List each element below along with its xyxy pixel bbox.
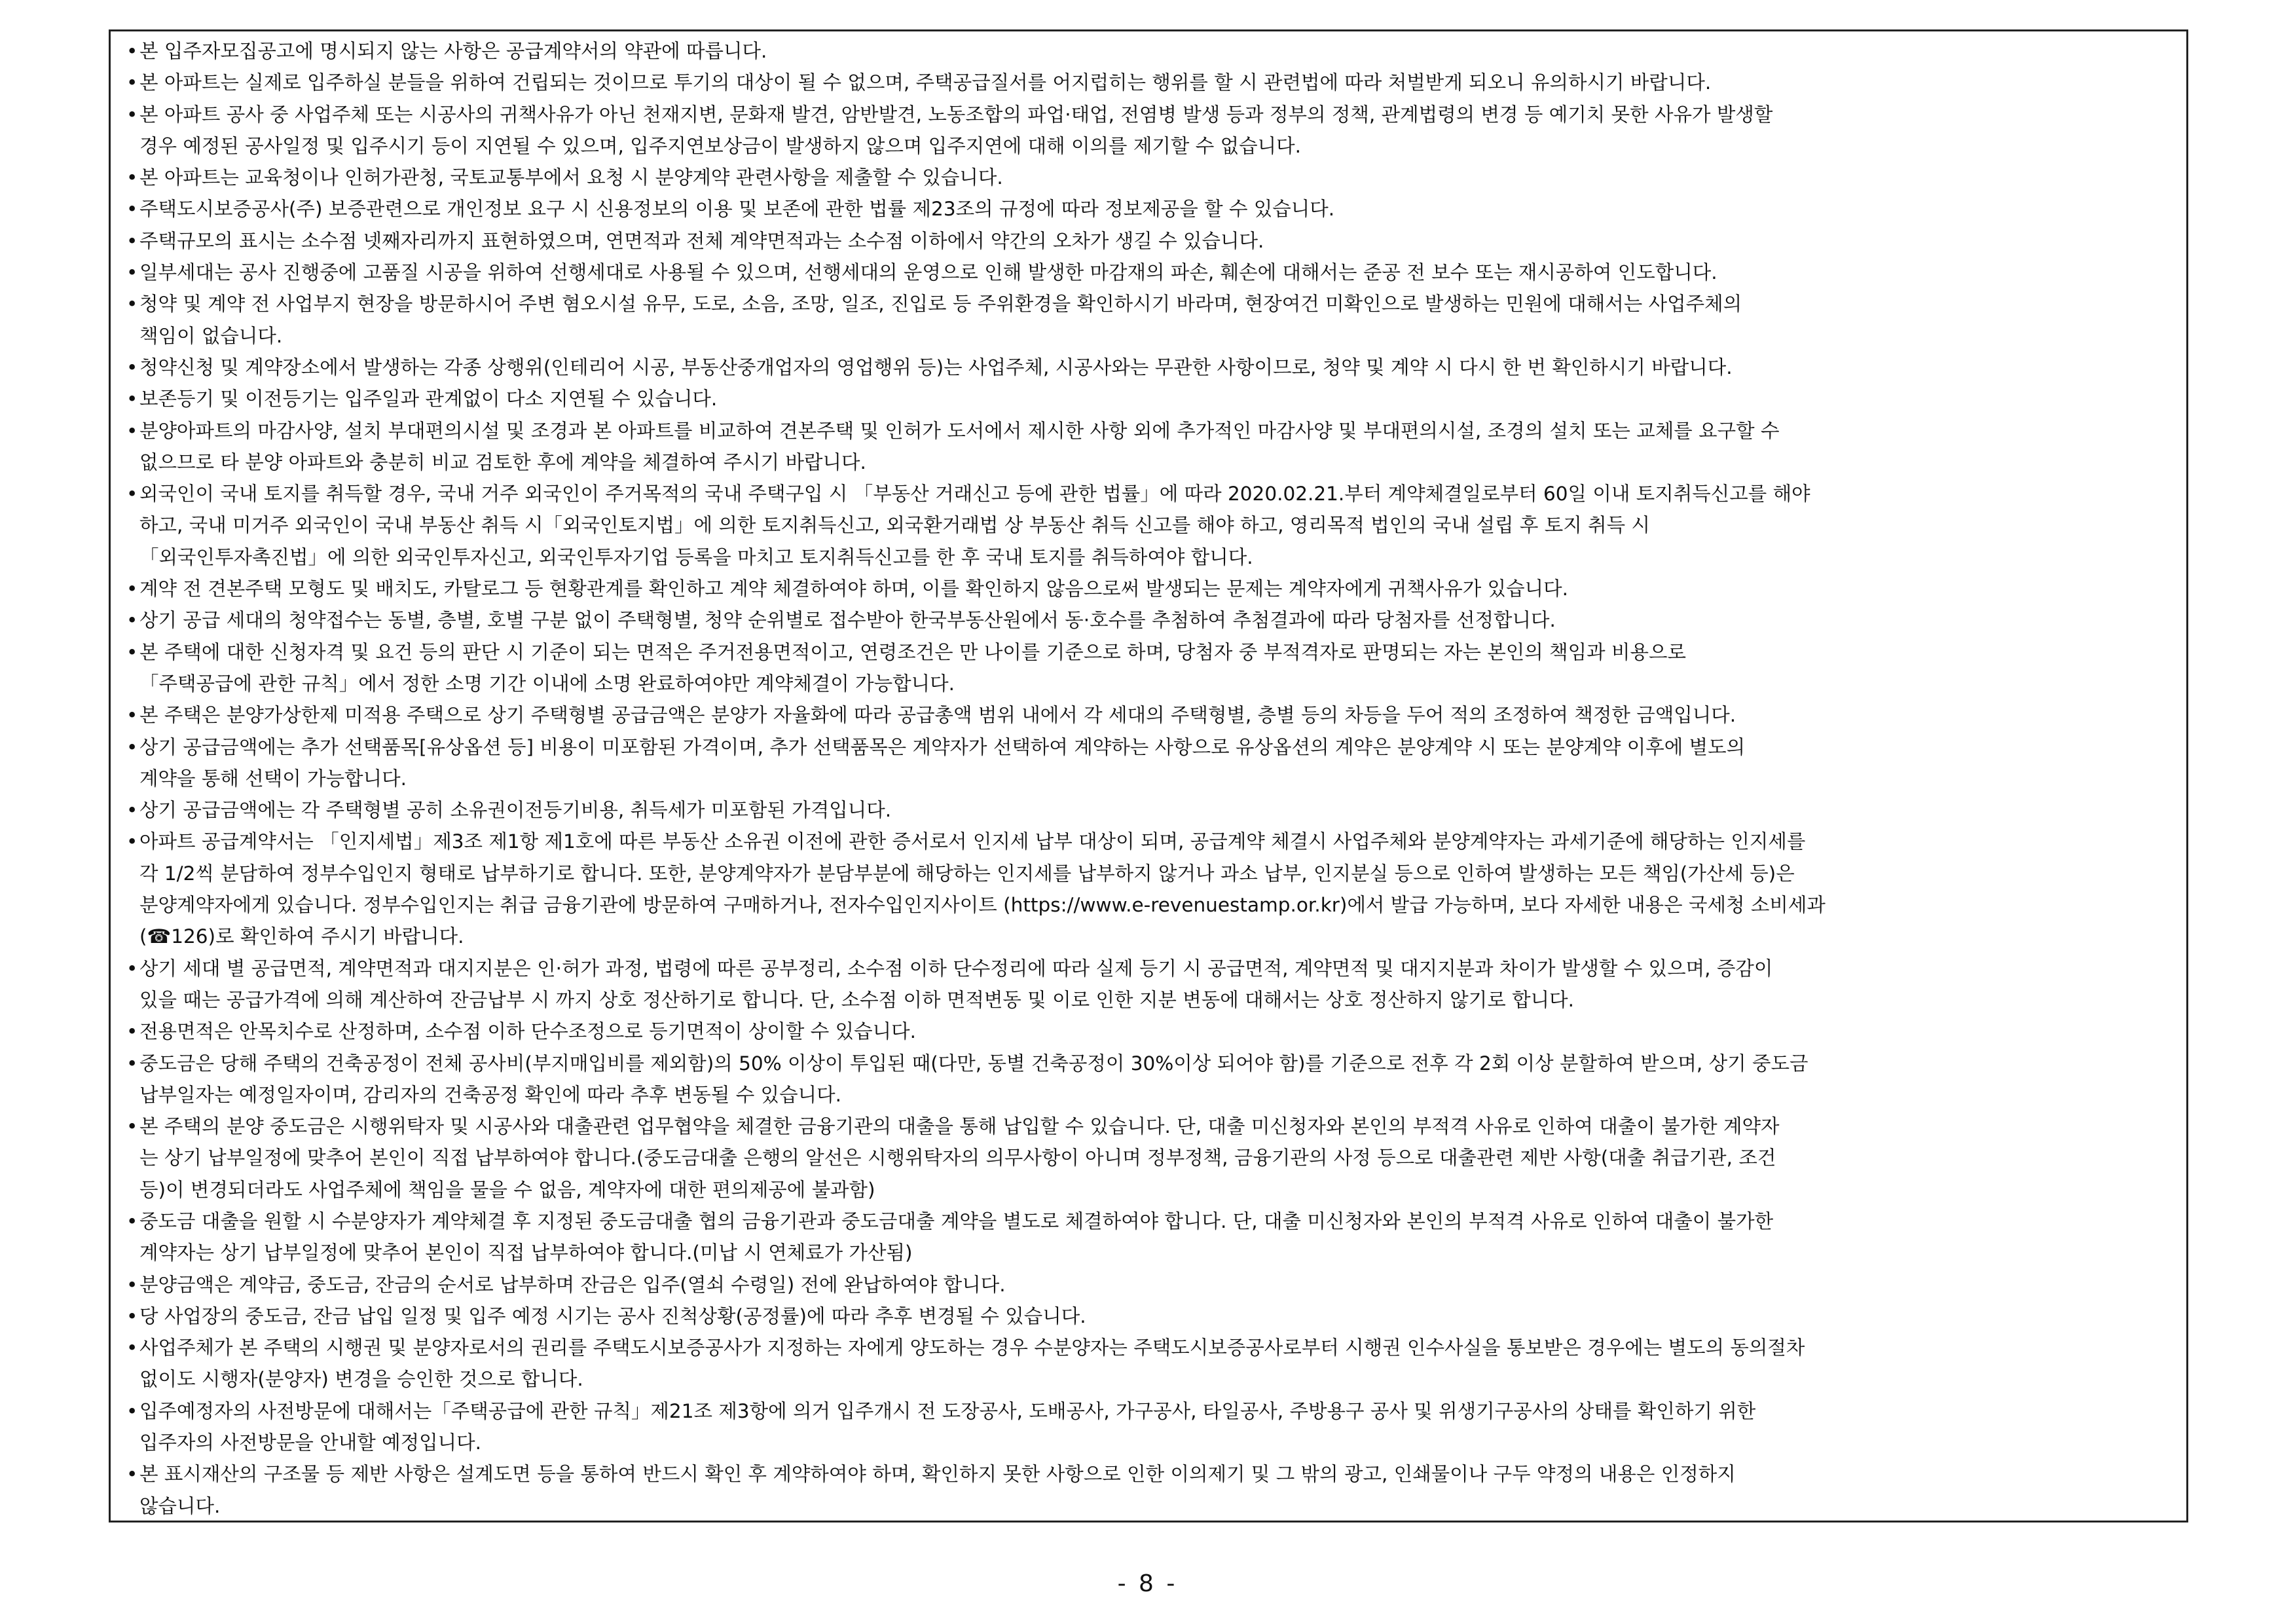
notice-text: 는 상기 납부일정에 맞추어 본인이 직접 납부하여야 합니다.(중도금대출 은행의 알선은 시행위탁자의 의무사항이 아니며 정부정책, 금융기관의 사정 등으로 대출관련 제반 사항(대출 취급기관, 조건	[139, 1147, 1776, 1170]
notice-item	[126, 415, 2180, 447]
notice-item	[126, 257, 2180, 288]
notice-text: 등)이 변경되더라도 사업주체에 책임을 물을 수 없음, 계약자에 대한 편의제공에 불과함)	[139, 1178, 875, 1201]
bullet-icon: •	[126, 166, 138, 189]
notice-item-continuation	[126, 509, 2180, 541]
bullet-icon: •	[126, 356, 138, 378]
notice-item	[126, 1458, 2180, 1490]
notice-text: 분양금액은 계약금, 중도금, 잔금의 순서로 납부하며 잔금은 입주(열쇠 수령일) 전에 완납하여야 합니다.	[139, 1273, 1006, 1296]
notice-item-continuation	[126, 858, 2180, 889]
notice-text: 없으므로 타 분양 아파트와 충분히 비교 검토한 후에 계약을 체결하여 주시기 바랍니다.	[139, 451, 866, 473]
bullet-icon: •	[126, 640, 138, 663]
notice-text: 입주예정자의 사전방문에 대해서는「주택공급에 관한 규칙」제21조 제3항에 의거 입주개시 전 도장공사, 도배공사, 가구공사, 타일공사, 주방용구 공사 및 위생기구공사의 상태를 확인하기 위한	[139, 1399, 1756, 1422]
notice-text: 없이도 시행자(분양자) 변경을 승인한 것으로 합니다.	[139, 1368, 583, 1391]
notice-text: 상기 세대 별 공급면적, 계약면적과 대지지분은 인·허가 과정, 법령에 따른 공부정리, 소수점 이하 단수정리에 따라 실제 등기 시 공급면적, 계약면적 및 대지지분과 차이가 발생할 수 있으며, 증감이	[139, 957, 1773, 980]
bullet-icon: •	[126, 388, 138, 411]
notice-item-continuation	[126, 763, 2180, 794]
notice-item-continuation	[126, 889, 2180, 921]
notice-item-continuation	[126, 130, 2180, 162]
notice-item	[126, 699, 2180, 731]
notice-text: 아파트 공급계약서는 「인지세법」제3조 제1항 제1호에 따른 부동산 소유권 이전에 관한 증서로서 인지세 납부 대상이 되며, 공급계약 체결시 사업주체와 분양계약자는 과세기준에 해당하는 인지세를	[139, 830, 1806, 853]
bullet-icon: •	[126, 483, 138, 506]
notice-text: 하고, 국내 미거주 외국인이 국내 부동산 취득 시「외국인토지법」에 의한 토지취득신고, 외국환거래법 상 부동산 취득 신고를 해야 하고, 영리목적 법인의 국내 설립 후 토지 취득 시	[139, 514, 1650, 537]
notice-box	[109, 29, 2188, 1522]
notice-item	[126, 67, 2180, 98]
notice-text: 본 아파트 공사 중 사업주체 또는 시공사의 귀책사유가 아닌 천재지변, 문화재 발견, 암반발견, 노동조합의 파업·태업, 전염병 발생 등과 정부의 정책, 관계법령의 변경 등 예기치 못한 사유가 발생할	[139, 103, 1773, 126]
notice-text: 본 주택에 대한 신청자격 및 요건 등의 판단 시 기준이 되는 면적은 주거전용면적이고, 연령조건은 만 나이를 기준으로 하며, 당첨자 중 부적격자로 판명되는 자는 본인의 책임과 비용으로	[139, 640, 1686, 663]
notice-text: 계약을 통해 선택이 가능합니다.	[139, 767, 407, 790]
bullet-icon: •	[126, 1115, 138, 1138]
bullet-icon: •	[126, 1463, 138, 1486]
notice-text: 책임이 없습니다.	[139, 324, 283, 347]
notice-text: 경우 예정된 공사일정 및 입주시기 등이 지연될 수 있으며, 입주지연보상금이 발생하지 않으며 입주지연에 대해 이의를 제기할 수 없습니다.	[139, 134, 1301, 157]
bullet-icon: •	[126, 735, 138, 758]
notice-text: 청약 및 계약 전 사업부지 현장을 방문하시어 주변 혐오시설 유무, 도로, 소음, 조망, 일조, 진입로 등 주위환경을 확인하시기 바라며, 현장여건 미확인으로 발생하는 민원에 대해서는 사업주체의	[139, 293, 1742, 316]
bullet-icon: •	[126, 1399, 138, 1422]
bullet-icon: •	[126, 71, 138, 94]
notice-text: 청약신청 및 계약장소에서 발생하는 각종 상행위(인테리어 시공, 부동산중개업자의 영업행위 등)는 사업주체, 시공사와는 무관한 사항이므로, 청약 및 계약 시 다시 한 번 확인하시기 바랍니다.	[139, 356, 1733, 378]
bullet-icon: •	[126, 1052, 138, 1075]
bullet-icon: •	[126, 293, 138, 316]
notice-text: 사업주체가 본 주택의 시행권 및 분양자로서의 권리를 주택도시보증공사가 지정하는 자에게 양도하는 경우 수분양자는 주택도시보증공사로부터 시행권 인수사실을 통보받은 경우에는 별도의 동의절차	[139, 1337, 1805, 1359]
notice-item-continuation	[126, 984, 2180, 1016]
notice-text: 상기 공급금액에는 각 주택형별 공히 소유권이전등기비용, 취득세가 미포함된 가격입니다.	[139, 799, 892, 822]
bullet-icon: •	[126, 1337, 138, 1359]
bullet-icon: •	[126, 830, 138, 853]
notice-text: 보존등기 및 이전등기는 입주일과 관계없이 다소 지연될 수 있습니다.	[139, 388, 718, 411]
notice-item	[126, 383, 2180, 415]
notice-item	[126, 35, 2180, 67]
notice-item	[126, 352, 2180, 383]
notice-item-continuation	[126, 447, 2180, 478]
notice-text: 각 1/2씩 분담하여 정부수입인지 형태로 납부하기로 합니다. 또한, 분양계약자가 분담부분에 해당하는 인지세를 납부하지 않거나 과소 납부, 인지분실 등으로 인하여 발생하는 모든 책임(가산세 등)은	[139, 862, 1795, 885]
bullet-icon: •	[126, 957, 138, 980]
notice-text: 본 주택은 분양가상한제 미적용 주택으로 상기 주택형별 공급금액은 분양가 자율화에 따라 공급총액 범위 내에서 각 세대의 주택형별, 층별 등의 차등을 두어 적의 조정하여 책정한 금액입니다.	[139, 704, 1736, 727]
notice-text: 본 아파트는 교육청이나 인허가관청, 국토교통부에서 요청 시 분양계약 관련사항을 제출할 수 있습니다.	[139, 166, 1003, 189]
notice-item-continuation	[126, 320, 2180, 352]
notice-text: 「외국인투자촉진법」에 의한 외국인투자신고, 외국인투자기업 등록을 마치고 토지취득신고를 한 후 국내 토지를 취득하여야 합니다.	[139, 545, 1253, 568]
notice-item	[126, 1111, 2180, 1142]
notice-text: 분양아파트의 마감사양, 설치 부대편의시설 및 조경과 본 아파트를 비교하여 견본주택 및 인허가 도서에서 제시한 사항 외에 추가적인 마감사양 및 부대편의시설, 조경의 설치 또는 교체를 요구할 수	[139, 419, 1780, 442]
notice-item	[126, 953, 2180, 984]
notice-item	[126, 573, 2180, 604]
notice-text: 계약 전 견본주택 모형도 및 배치도, 카탈로그 등 현황관계를 확인하고 계약 체결하여야 하며, 이를 확인하지 않음으로써 발생되는 문제는 계약자에게 귀책사유가 있습니다.	[139, 578, 1568, 600]
notice-item	[126, 1395, 2180, 1427]
notice-item-continuation	[126, 668, 2180, 699]
notice-item	[126, 478, 2180, 509]
bullet-icon: •	[126, 609, 138, 632]
notice-item-continuation	[126, 1363, 2180, 1395]
notice-text: 분양계약자에게 있습니다. 정부수입인지는 취급 금융기관에 방문하여 구매하거나, 전자수입인지사이트 (https://www.e-revenuestamp.or.kr)에서 발급 가능하며, 보다 자세한 내용은 국세청 소비세과	[139, 894, 1826, 917]
bullet-icon: •	[126, 1273, 138, 1296]
notice-text: 본 표시재산의 구조물 등 제반 사항은 설계도면 등을 통하여 반드시 확인 후 계약하여야 하며, 확인하지 못한 사항으로 인한 이의제기 및 그 밖의 광고, 인쇄물이나 구두 약정의 내용은 인정하지	[139, 1463, 1736, 1486]
notice-text: 계약자는 상기 납부일정에 맞추어 본인이 직접 납부하여야 합니다.(미납 시 연체료가 가산됨)	[139, 1242, 913, 1264]
notice-text: 일부세대는 공사 진행중에 고품질 시공을 위하여 선행세대로 사용될 수 있으며, 선행세대의 운영으로 인해 발생한 마감재의 파손, 훼손에 대해서는 준공 전 보수 또는 재시공하여 인도합니다.	[139, 261, 1717, 284]
notice-item-continuation	[126, 1237, 2180, 1268]
notice-text: 외국인이 국내 토지를 취득할 경우, 국내 거주 외국인이 주거목적의 국내 주택구입 시 「부동산 거래신고 등에 관한 법률」에 따라 2020.02.21.부터 계약체결일로부터 60일 이내 토지취득신고를 해야	[139, 483, 1810, 506]
notice-item	[126, 1016, 2180, 1047]
notice-item-continuation	[126, 1079, 2180, 1111]
bullet-icon: •	[126, 198, 138, 221]
notice-text: 입주자의 사전방문을 안내할 예정입니다.	[139, 1431, 481, 1454]
notice-text: 본 아파트는 실제로 입주하실 분들을 위하여 건립되는 것이므로 투기의 대상이 될 수 없으며, 주택공급질서를 어지럽히는 행위를 할 시 관련법에 따라 처벌받게 되오니 유의하시기 바랍니다.	[139, 71, 1712, 94]
notice-item-continuation	[126, 921, 2180, 952]
notice-text: 않습니다.	[139, 1494, 221, 1517]
notice-text: 당 사업장의 중도금, 잔금 납입 일정 및 입주 예정 시기는 공사 진척상황(공정률)에 따라 추후 변경될 수 있습니다.	[139, 1304, 1086, 1327]
notice-item-continuation	[126, 1427, 2180, 1458]
notice-text: 상기 공급 세대의 청약접수는 동별, 층별, 호별 구분 없이 주택형별, 청약 순위별로 접수받아 한국부동산원에서 동·호수를 추첨하여 추첨결과에 따라 당첨자를 선정합니다.	[139, 609, 1556, 632]
notice-item	[126, 288, 2180, 320]
notice-item	[126, 193, 2180, 225]
notice-item-continuation	[126, 1142, 2180, 1173]
notice-item	[126, 1206, 2180, 1237]
notice-item	[126, 794, 2180, 826]
notice-item	[126, 1332, 2180, 1363]
notice-item	[126, 637, 2180, 668]
notice-text: (☎126)로 확인하여 주시기 바랍니다.	[139, 925, 464, 948]
notice-text: 상기 공급금액에는 추가 선택품목[유상옵션 등] 비용이 미포함된 가격이며, 추가 선택품목은 계약자가 선택하여 계약하는 사항으로 유상옵션의 계약은 분양계약 시 또는 분양계약 이후에 별도의	[139, 735, 1746, 758]
notice-item	[126, 225, 2180, 257]
notice-item-continuation	[126, 1174, 2180, 1206]
notice-item	[126, 99, 2180, 130]
bullet-icon: •	[126, 1304, 138, 1327]
notice-item	[126, 1048, 2180, 1079]
notice-text: 있을 때는 공급가격에 의해 계산하여 잔금납부 시 까지 상호 정산하기로 합니다. 단, 소수점 이하 면적변동 및 이로 인한 지분 변동에 대해서는 상호 정산하지 않기로 합니다.	[139, 988, 1574, 1011]
notice-item	[126, 1301, 2180, 1332]
notice-item	[126, 731, 2180, 763]
bullet-icon: •	[126, 1209, 138, 1232]
bullet-icon: •	[126, 261, 138, 284]
notice-text: 본 주택의 분양 중도금은 시행위탁자 및 시공사와 대출관련 업무협약을 체결한 금융기관의 대출을 통해 납입할 수 있습니다. 단, 대출 미신청자와 본인의 부적격 사유로 인하여 대출이 불가한 계약자	[139, 1115, 1780, 1138]
notice-item	[126, 826, 2180, 857]
notice-text: 본 입주자모집공고에 명시되지 않는 사항은 공급계약서의 약관에 따릅니다.	[139, 40, 767, 62]
notice-text: 중도금은 당해 주택의 건축공정이 전체 공사비(부지매입비를 제외함)의 50% 이상이 투입된 때(다만, 동별 건축공정이 30%이상 되어야 함)를 기준으로 전후 각 2회 이상 분할하여 받으며, 상기 중도금	[139, 1052, 1808, 1075]
notice-item-continuation	[126, 542, 2180, 573]
bullet-icon: •	[126, 419, 138, 442]
bullet-icon: •	[126, 103, 138, 126]
bullet-icon: •	[126, 799, 138, 822]
notice-item-continuation	[126, 1490, 2180, 1522]
notice-text: 납부일자는 예정일자이며, 감리자의 건축공정 확인에 따라 추후 변동될 수 있습니다.	[139, 1083, 842, 1106]
bullet-icon: •	[126, 704, 138, 727]
notice-item	[126, 162, 2180, 193]
bullet-icon: •	[126, 578, 138, 600]
notice-text: 주택규모의 표시는 소수점 넷째자리까지 표현하였으며, 연면적과 전체 계약면적과는 소수점 이하에서 약간의 오차가 생길 수 있습니다.	[139, 229, 1264, 252]
notice-item	[126, 604, 2180, 636]
bullet-icon: •	[126, 40, 138, 62]
notice-text: 주택도시보증공사(주) 보증관련으로 개인정보 요구 시 신용정보의 이용 및 보존에 관한 법률 제23조의 규정에 따라 정보제공을 할 수 있습니다.	[139, 198, 1335, 221]
notice-lines	[126, 35, 2180, 1522]
bullet-icon: •	[126, 1020, 138, 1043]
page-number: - 8 -	[1117, 1570, 1178, 1597]
bullet-icon: •	[126, 229, 138, 252]
notice-text: 전용면적은 안목치수로 산정하며, 소수점 이하 단수조정으로 등기면적이 상이할 수 있습니다.	[139, 1020, 917, 1043]
notice-item	[126, 1269, 2180, 1301]
notice-text: 「주택공급에 관한 규칙」에서 정한 소명 기간 이내에 소명 완료하여야만 계약체결이 가능합니다.	[139, 672, 955, 695]
notice-text: 중도금 대출을 원할 시 수분양자가 계약체결 후 지정된 중도금대출 협의 금융기관과 중도금대출 계약을 별도로 체결하여야 합니다. 단, 대출 미신청자와 본인의 부적격 사유로 인하여 대출이 불가한	[139, 1209, 1774, 1232]
